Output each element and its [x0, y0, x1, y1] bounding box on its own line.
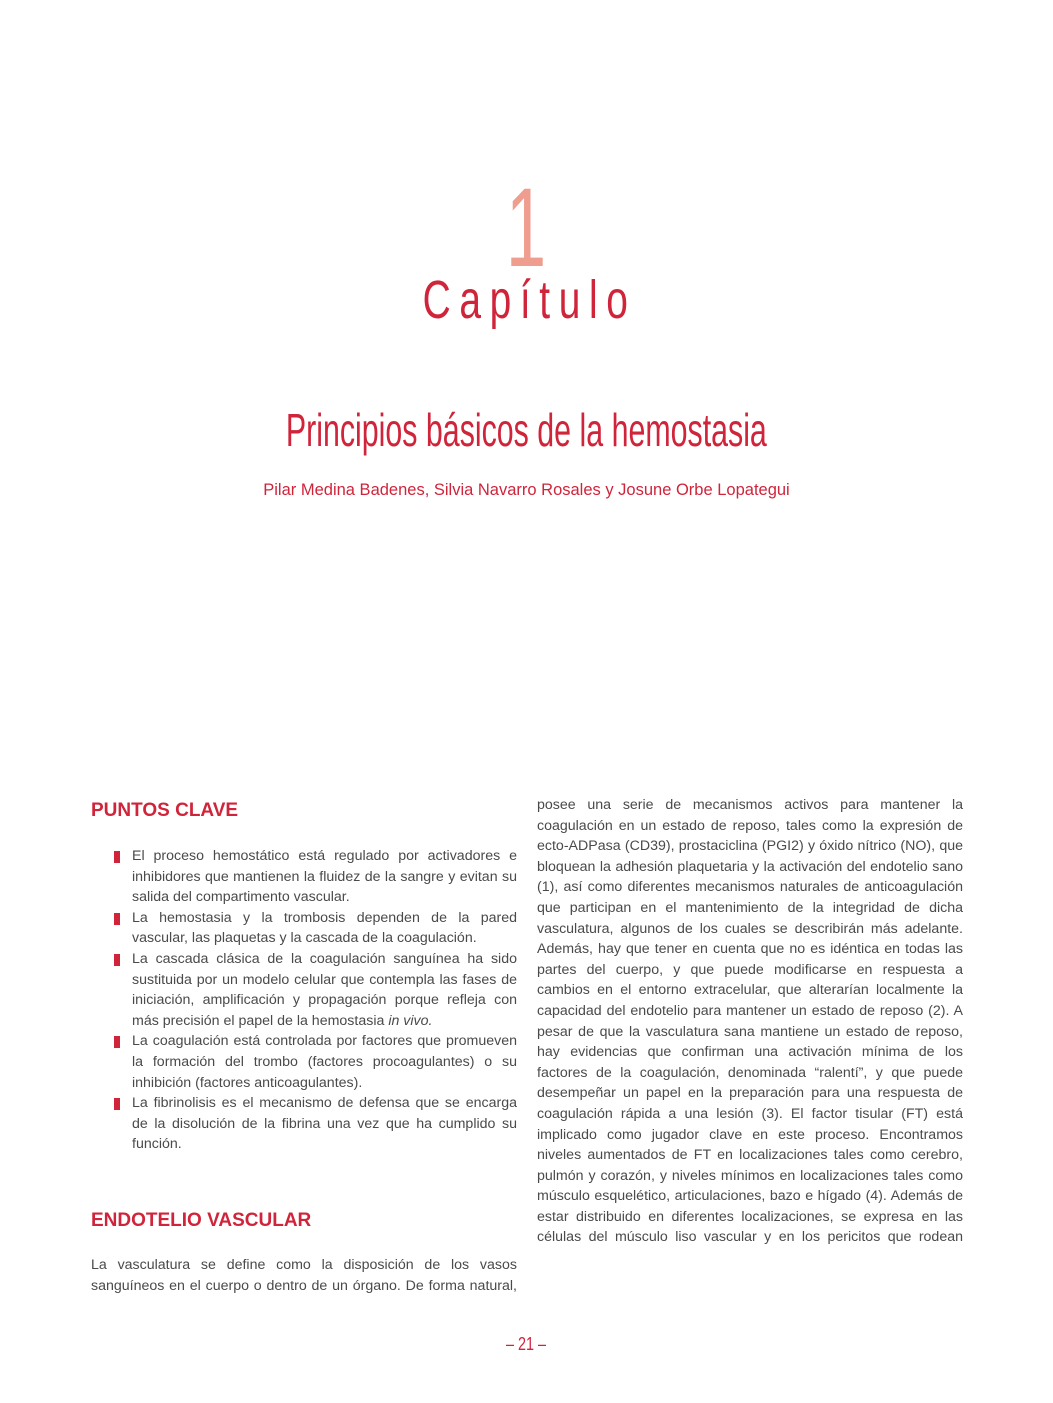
body-paragraph-left: La vasculatura se define como la disposición de los vasos sanguíneos en el cuerpo o dentro de un órgano. De forma natural,	[91, 1257, 517, 1294]
bullet-marker-icon	[114, 1098, 120, 1110]
bullet-marker-icon	[114, 851, 120, 863]
key-point-item	[114, 846, 517, 908]
key-point-emphasis: in vivo.	[388, 1012, 433, 1029]
key-point-item	[114, 949, 517, 1031]
key-point-text: La hemostasia y la trombosis dependen de la pared vascular, las plaquetas y la cascada de la coagulación.	[132, 909, 517, 947]
key-points-heading: PUNTOS CLAVE	[91, 800, 239, 821]
chapter-label-text: Capítulo	[423, 270, 637, 330]
key-point-text: La fibrinolisis es el mecanismo de defensa que se encarga de la disolución de la fibrina una vez que ha cumplido su función.	[132, 1095, 517, 1153]
key-point-text: La cascada clásica de la coagulación sanguínea ha sido sustituida por un modelo celular que contempla las fases de iniciación, amplificación y propagación porque refleja con más precisión el papel de la hemostasia	[132, 950, 517, 1029]
bullet-marker-icon	[114, 954, 120, 966]
section-heading-endotelio: ENDOTELIO VASCULAR	[91, 1210, 312, 1231]
key-point-item	[114, 908, 517, 949]
key-point-text: La coagulación está controlada por factores que promueven la formación del trombo (factores procoagulantes) o su inhibición (factores anticoagulantes).	[132, 1033, 517, 1091]
chapter-title-text: Principios básicos de la hemostasia	[286, 404, 767, 456]
key-point-text: El proceso hemostático está regulado por activadores e inhibidores que mantienen la fluidez de la sangre y evitan su salida del compartimento vascular.	[132, 848, 517, 906]
authors: Pilar Medina Badenes, Silvia Navarro Rosales y Josune Orbe Lopategui	[263, 481, 790, 499]
body-paragraph-right: posee una serie de mecanismos activos para mantener la coagulación en un estado de reposo, tales como la expresión de ecto-ADPasa (CD39), prostaciclina (PGI2) y óxido nítrico (NO), que bloquean la adhesión plaquetaria y la activación del endotelio sano (1), así como diferentes mecanismos naturales de anticoagulación que participan en el mantenimiento de la integridad de dicha vasculatura, algunos de los cuales se describirán más adelante. Además, hay que tener en cuenta que no es idéntica en todas las partes del cuerpo, y que puede modificarse en respuesta a cambios en el entorno extracelular, que alterarían localmente la capacidad del endotelio para mantener un estado de reposo (2). A pesar de que la vasculatura sana mantiene un estado de reposo, hay evidencias que confirman una activación mínima de los factores de la coagulación, denominada “ralentí”, y que puede desempeñar un papel en la preparación para una respuesta de coagulación rápida a una lesión (3). El factor tisular (FT) está implicado como jugador clave en este proceso. Encontramos niveles aumentados de FT en localizaciones tales como cerebro, pulmón y corazón, y niveles mínimos en localizaciones tales como músculo esquelético, articulaciones, bazo e hígado (4). Además de estar distribuido en diferentes localizaciones, se expresa en las células del músculo liso vascular y en los pericitos que rodean	[537, 797, 963, 1246]
key-point-item	[114, 1031, 517, 1093]
chapter-number: 1	[505, 165, 547, 290]
key-points-list	[114, 846, 517, 1155]
chapter-label	[380, 265, 680, 335]
chapter-title	[120, 398, 933, 462]
bullet-marker-icon	[114, 1036, 120, 1048]
bullet-marker-icon	[114, 913, 120, 925]
key-point-item	[114, 1093, 517, 1155]
page-number	[426, 1331, 626, 1357]
page-number-text: – 21 –	[505, 1334, 547, 1354]
